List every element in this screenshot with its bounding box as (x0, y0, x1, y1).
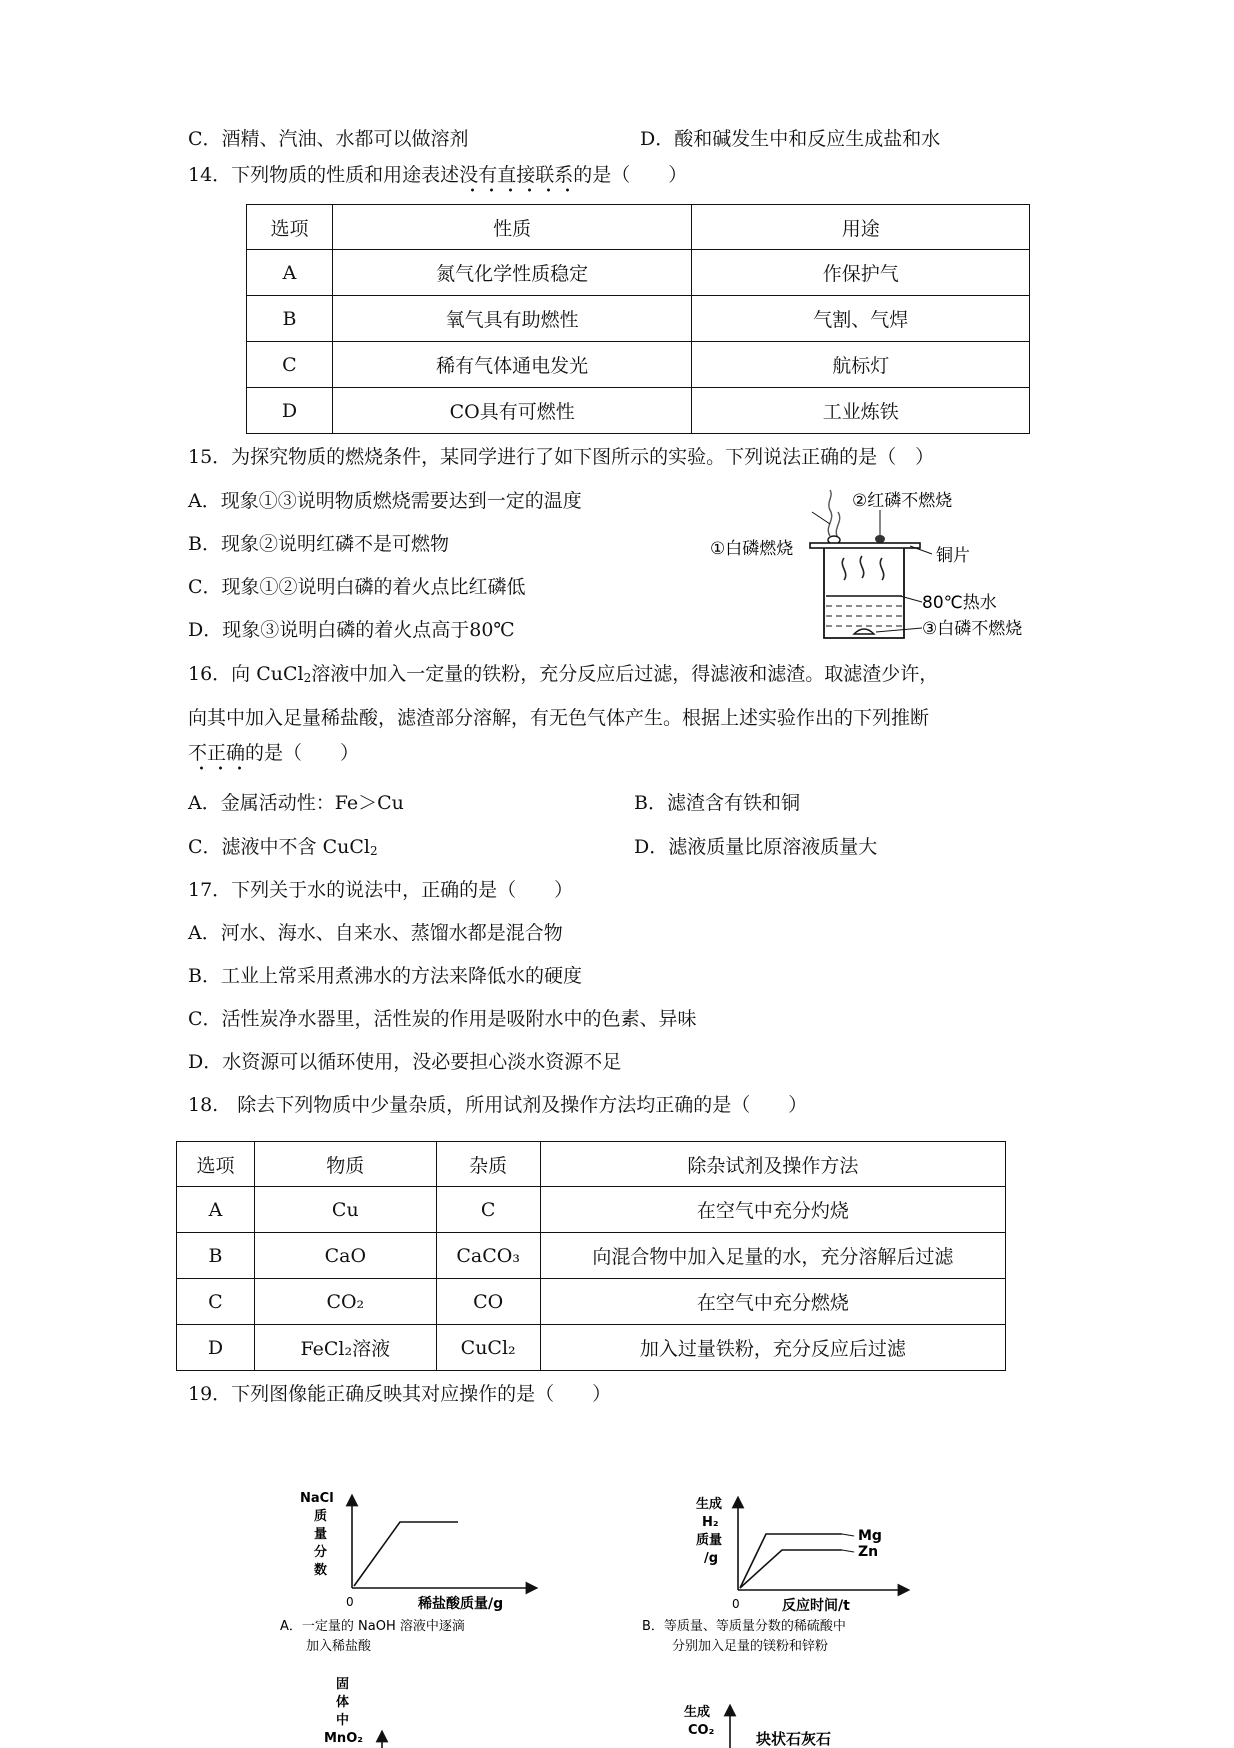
q19-stem: 19．下列图像能正确反映其对应操作的是（ ） (188, 1383, 612, 1405)
y-label-line: 生成 (696, 1497, 723, 1512)
heat-squiggle (880, 558, 883, 580)
q18-header-method: 除杂试剂及操作方法 (540, 1142, 1005, 1187)
y-label-line: MnO₂ (324, 1731, 363, 1746)
q15-option-d: D．现象③说明白磷的着火点高于80℃ (188, 619, 515, 641)
table-cell: C (436, 1187, 540, 1233)
q16-option-d: D．滤液质量比原溶液质量大 (634, 836, 878, 858)
smoke-wisp (836, 512, 839, 538)
q18-header-substance: 物质 (254, 1142, 436, 1187)
q17-stem: 17．下列关于水的说法中，正确的是（ ） (188, 879, 574, 901)
y-label-line: /g (704, 1551, 719, 1566)
table-cell: CaCO₃ (436, 1233, 540, 1279)
leader-line (812, 512, 830, 524)
q14-header-option: 选项 (247, 205, 333, 250)
leader-line (910, 546, 932, 554)
table-cell: 氧气具有助燃性 (332, 296, 692, 342)
q18-table (176, 1141, 1006, 1371)
table-cell: 在空气中充分燃烧 (540, 1279, 1005, 1325)
q16-text: 16．向 CuCl (188, 663, 304, 685)
beaker (824, 548, 904, 638)
y-label-line: 量 (314, 1527, 328, 1542)
y-label-line: CO₂ (688, 1723, 715, 1738)
label-copper-plate: 铜片 (936, 546, 970, 566)
q14-emphasis-text: 没有直接联系 (459, 164, 574, 186)
table-row (177, 1233, 1006, 1279)
leader-line (876, 628, 922, 632)
y-label-line: 固 (336, 1677, 350, 1692)
smoke-wisp (828, 490, 831, 536)
q16-option-a: A．金属活动性：Fe＞Cu (188, 792, 404, 814)
y-label-line: 质量 (696, 1533, 723, 1548)
table-cell: B (177, 1233, 255, 1279)
label-white-phosphorus-no-burn: ③白磷不燃烧 (922, 619, 1023, 639)
table-cell: A (247, 250, 333, 296)
combustion-apparatus-figure (700, 488, 1040, 644)
q15-option-b: B．现象②说明红磷不是可燃物 (188, 533, 449, 555)
table-cell: Cu (254, 1187, 436, 1233)
q14-table (246, 204, 1030, 434)
series-label-mg: Mg (858, 1528, 882, 1544)
subscript: 2 (303, 671, 312, 685)
table-cell: 作保护气 (692, 250, 1030, 296)
leader-line (842, 1534, 854, 1536)
label-white-phosphorus-burns: ①白磷燃烧 (710, 539, 794, 559)
graph-b-caption: B．等质量、等质量分数的稀硫酸中 (642, 1619, 846, 1634)
q15-stem: 15．为探究物质的燃烧条件，某同学进行了如下图所示的实验。下列说法正确的是（ ） (188, 446, 935, 468)
table-cell: 加入过量铁粉，充分反应后过滤 (540, 1325, 1005, 1371)
q17-option-a: A．河水、海水、自来水、蒸馏水都是混合物 (188, 922, 563, 944)
q13-option-d: D．酸和碱发生中和反应生成盐和水 (640, 128, 941, 150)
label-red-phosphorus-no-burn: ②红磷不燃烧 (852, 491, 953, 511)
red-phosphorus (875, 535, 885, 543)
y-label-line: NaCl (300, 1491, 334, 1506)
table-row (247, 250, 1030, 296)
q17-option-c: C．活性炭净水器里，活性炭的作用是吸附水中的色素、异味 (188, 1008, 697, 1030)
graph-d (680, 1700, 880, 1748)
table-cell: D (247, 388, 333, 434)
table-cell: 氮气化学性质稳定 (332, 250, 692, 296)
q16-emphasis-text: 不正确 (188, 742, 246, 764)
table-cell: 在空气中充分灼烧 (540, 1187, 1005, 1233)
graph-a-caption: A．一定量的 NaOH 溶液中逐滴 (280, 1619, 465, 1634)
q16-option-c (188, 834, 378, 860)
table-row (177, 1279, 1006, 1325)
table-row (247, 342, 1030, 388)
q18-stem: 18. 除去下列物质中少量杂质，所用试剂及操作方法均正确的是（ ） (188, 1094, 808, 1116)
graph-a (270, 1490, 570, 1658)
table-cell: CuCl₂ (436, 1325, 540, 1371)
table-cell: C (177, 1279, 255, 1325)
q13-option-c: C．酒精、汽油、水都可以做溶剂 (188, 128, 469, 150)
table-cell: 航标灯 (692, 342, 1030, 388)
q14-header-use: 用途 (692, 205, 1030, 250)
x-axis-label: 反应时间/t (782, 1598, 850, 1614)
q17-option-b: B．工业上常采用煮沸水的方法来降低水的硬度 (188, 965, 582, 987)
q16-text: C．滤液中不含 CuCl (188, 836, 370, 858)
y-label-line: 体 (336, 1695, 350, 1710)
q16-option-b: B．滤渣含有铁和铜 (634, 792, 800, 814)
q15-option-a: A．现象①③说明物质燃烧需要达到一定的温度 (188, 490, 582, 512)
q15-option-c: C．现象①②说明白磷的着火点比红磷低 (188, 576, 526, 598)
y-label-line: 质 (314, 1509, 328, 1524)
series-line-mg (740, 1534, 842, 1588)
table-cell: CO (436, 1279, 540, 1325)
subscript: 2 (369, 844, 378, 858)
y-label-line: 分 (314, 1545, 328, 1560)
q14-stem (188, 162, 687, 188)
q16-stem-line1 (188, 661, 938, 687)
table-cell: C (247, 342, 333, 388)
q16-stem-line2: 向其中加入足量稀盐酸，滤渣部分溶解，有无色气体产生。根据上述实验作出的下列推断 (188, 707, 930, 729)
table-cell: A (177, 1187, 255, 1233)
white-phosphorus-in-water (854, 629, 874, 634)
table-cell: B (247, 296, 333, 342)
table-cell: 向混合物中加入足量的水，充分溶解后过滤 (540, 1233, 1005, 1279)
table-cell: 工业炼铁 (692, 388, 1030, 434)
x-axis-label: 稀盐酸质量/g (418, 1596, 504, 1612)
table-row (247, 296, 1030, 342)
graph-b (636, 1496, 956, 1660)
q16-stem-line3 (188, 740, 359, 766)
q16-text: 溶液中加入一定量的铁粉，充分反应后过滤，得滤液和滤渣。取滤渣少许， (311, 663, 939, 685)
series-label-limestone: 块状石灰石 (756, 1730, 832, 1748)
q18-header-impurity: 杂质 (436, 1142, 540, 1187)
graph-b-caption: 分别加入足量的镁粉和锌粉 (672, 1639, 829, 1654)
heat-squiggle (842, 558, 845, 580)
table-row (177, 1187, 1006, 1233)
table-cell: CO₂ (254, 1279, 436, 1325)
table-cell: CO具有可燃性 (332, 388, 692, 434)
y-label-line: H₂ (702, 1515, 719, 1530)
series-line-nacl (354, 1522, 458, 1586)
table-row (177, 1325, 1006, 1371)
q14-stem-end: 的是（ ） (573, 164, 688, 186)
label-hot-water: 80℃热水 (922, 593, 997, 613)
q16-text: 的是（ ） (245, 742, 360, 764)
table-row (247, 388, 1030, 434)
table-cell: 气割、气焊 (692, 296, 1030, 342)
heat-squiggle (860, 556, 863, 578)
y-label-line: 数 (314, 1563, 328, 1578)
origin-label: 0 (346, 1595, 354, 1609)
leader-line (842, 1550, 854, 1552)
y-label-line: 生成 (684, 1705, 711, 1720)
origin-label: 0 (732, 1597, 740, 1611)
copper-plate (810, 543, 920, 548)
q14-stem-text: 14．下列物质的性质和用途表述 (188, 164, 460, 186)
table-cell: FeCl₂溶液 (254, 1325, 436, 1371)
q17-option-d: D．水资源可以循环使用，没必要担心淡水资源不足 (188, 1051, 622, 1073)
y-label-line: 中 (336, 1713, 350, 1728)
q18-header-option: 选项 (177, 1142, 255, 1187)
table-cell: CaO (254, 1233, 436, 1279)
series-label-zn: Zn (858, 1544, 879, 1560)
graph-c (300, 1676, 440, 1748)
table-cell: D (177, 1325, 255, 1371)
graph-a-caption: 加入稀盐酸 (306, 1639, 372, 1654)
q14-header-property: 性质 (332, 205, 692, 250)
table-cell: 稀有气体通电发光 (332, 342, 692, 388)
